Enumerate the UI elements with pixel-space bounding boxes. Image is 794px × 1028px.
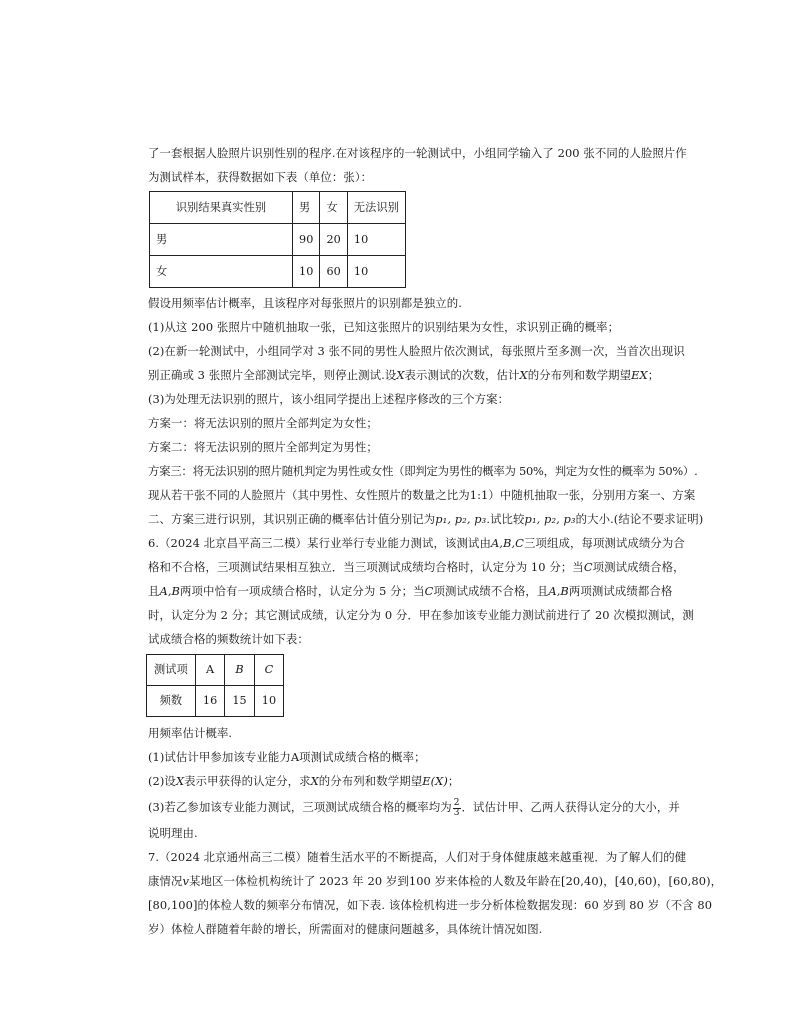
math-var: C [264,663,274,676]
q6-part-1: (1)试估计甲参加该专业能力A项测试成绩合格的概率； [148,750,426,764]
text-segment: 两项测试成绩都合格 [568,584,673,598]
math-expr: p₁, p₂, p₃ [435,512,487,526]
table-cell: 10 [293,256,320,288]
interval: [80,100] [148,898,198,912]
table-cell: 10 [254,686,283,717]
assumption-text: 假设用频率估计概率，且该程序对每张照片的识别都是独立的. [148,296,462,310]
interval: [60,80) [668,874,711,888]
intro-line-2: 为测试样本，获得数据如下表（单位：张）： [148,170,373,184]
intro-line-1: 了一套根据人脸照片识别性别的程序.在对该程序的一轮测试中，小组同学输入了 200 张不同的人脸照片作 [148,146,687,160]
math-var: X [175,774,185,788]
text-segment: 的大小.(结论不要求证明) [575,512,704,526]
text-segment: 两项中恰有一项成绩合格时，认定分为 5 分；当 [180,584,425,598]
math-var: EX [631,368,648,382]
table-cell: 10 [347,256,405,288]
frequency-table [146,654,284,717]
q6-line-2 [148,555,718,579]
math-expr: E(X) [422,774,448,788]
q6-line-4: 时，认定分为 2 分；其它测试成绩，认定分为 0 分．甲在参加该专业能力测试前进行了 20 次模拟测试，测 [148,608,694,622]
text-segment: 三项组成，每项测试成绩分为合 [524,536,685,550]
table-cell: 60 [320,256,347,288]
math-var: C [424,584,434,598]
table-cell: 20 [320,224,347,256]
text-segment: .试比较 [486,512,525,526]
text-segment: 别正确或 3 张照片全部测试完毕，则停止测试.设 [148,368,397,382]
text-segment: 的分布列和数学期望 [318,774,423,788]
text-segment: 的体检人数的频率分布情况，如下表. 该体检机构进一步分析体检数据发现：60 岁到 80 岁（不含 80 [197,898,713,912]
table-row-header: 男 [150,224,293,256]
table-header-cell [225,655,254,686]
math-var: X [396,368,405,382]
math-expr: A,B [159,584,181,598]
plan-three: 方案三：将无法识别的照片随机判定为男性或女性（即判定为男性的概率为 50%，判定为女性的概率为 50%）. [148,464,698,478]
text-segment: (2)设 [148,774,176,788]
math-var: X [519,368,528,382]
table-header-row [150,192,406,224]
table-row-header: 频数 [147,686,196,717]
table-cell: 15 [225,686,254,717]
table-header-cell: 测试项 [147,655,196,686]
table-row-header: 女 [150,256,293,288]
table-cell: 90 [293,224,320,256]
q6-part-2 [148,769,718,793]
math-expr: A,B [548,584,569,598]
table-header-cell: 女 [320,192,347,224]
recognition-result-table [149,191,406,288]
table-row [150,256,406,288]
text-segment: 项测试成绩合格， [592,560,685,574]
question-part-2-line-1: (2)在新一轮测试中，小组同学对 3 张不同的男性人脸照片依次测试，每张照片至多测一次，当首次出现识 [148,344,685,358]
text-segment: 表示甲获得的认定分，求 [184,774,311,788]
table-header-cell: A [195,655,224,686]
fraction-two-thirds [453,799,461,818]
text-segment: ； [447,774,460,788]
table-header-row [147,655,284,686]
sampling-line-1: 现从若干张不同的人脸照片（其中男性、女性照片的数量之比为1:1）中随机抽取一张，分别用方案一、方案 [148,488,696,502]
q7-line-4: 岁）体检人群随着年龄的增长，所需面对的健康问题越多，具体统计情况如图. [148,922,543,936]
q6-part-3 [148,793,718,821]
table-header-cell: 无法识别 [347,192,405,224]
math-var: X [310,774,319,788]
text-segment: 康情况 [148,874,183,888]
sampling-line-2 [148,507,718,531]
math-var: C [583,560,593,574]
q7-line-1: 7.（2024 北京通州高三二模）随着生活水平的不断提高，人们对于身体健康越来越重视．为了解人们的健 [148,850,687,864]
plan-one: 方案一：将无法识别的照片全部判定为女性； [148,416,378,430]
text-segment: 表示测试的次数，估计 [404,368,520,382]
table-row [147,686,284,717]
interval: [20,40) [561,874,604,888]
text-segment: 项测试成绩不合格，且 [433,584,549,598]
q6-part-3-cont: 说明理由. [148,826,198,840]
text-segment: ．试估计甲、乙两人获得认定分的大小，并 [461,800,680,814]
math-var: B [235,663,244,676]
interval: [40,60) [614,874,657,888]
math-expr: p₁, p₂, p₃ [524,512,576,526]
question-part-1: (1)从这 200 张照片中随机抽取一张，已知这张照片的识别结果为女性，求识别正确的概率； [148,320,620,334]
fraction-denominator: 3 [453,807,460,818]
text-segment: 且 [148,584,160,598]
q7-line-2: 康情况v某地区一体检机构统计了 2023 年 20 岁到100 岁来体检的人数及年龄在[20,40)，[40,60)，[60,80)， [148,874,723,888]
table-row [150,224,406,256]
text-segment: (3)若乙参加该专业能力测试，三项测试成绩合格的概率均为 [148,800,452,814]
math-var: v [182,874,190,888]
frequency-estimate-note: 用频率估计概率. [148,726,233,740]
document-body [148,141,723,941]
text-segment: 格和不合格，三项测试结果相互独立．当三项测试成绩均合格时，认定分为 10 分；当 [148,560,584,574]
q6-line-3 [148,579,718,603]
plan-two: 方案二：将无法识别的照片全部判定为男性； [148,440,378,454]
question-part-2-line-2 [148,363,718,387]
text-segment: 6.（2024 北京昌平高三二模）某行业举行专业能力测试，该测试由 [148,536,491,550]
q7-line-3 [148,893,718,917]
table-cell: 10 [347,224,405,256]
math-expr: A,B,C [490,536,524,550]
text-segment: 的分布列和数学期望 [527,368,632,382]
table-cell: 16 [195,686,224,717]
table-header-cell: 男 [293,192,320,224]
question-part-3: (3)为处理无法识别的照片，该小组同学提出上述程序修改的三个方案： [148,392,510,406]
text-segment: 二、方案三进行识别，其识别正确的概率估计值分别记为 [148,512,436,526]
table-header-cell [254,655,283,686]
q6-line-5: 试成绩合格的频数统计如下表： [148,632,309,646]
table-header-cell: 识别结果真实性别 [150,192,293,224]
q6-line-1 [148,531,718,555]
text-segment: 某地区一体检机构统计了 2023 年 20 岁到100 岁来体检的人数及年龄在 [189,874,562,888]
text-segment: ； [647,368,660,382]
fraction-numerator: 2 [453,797,460,808]
